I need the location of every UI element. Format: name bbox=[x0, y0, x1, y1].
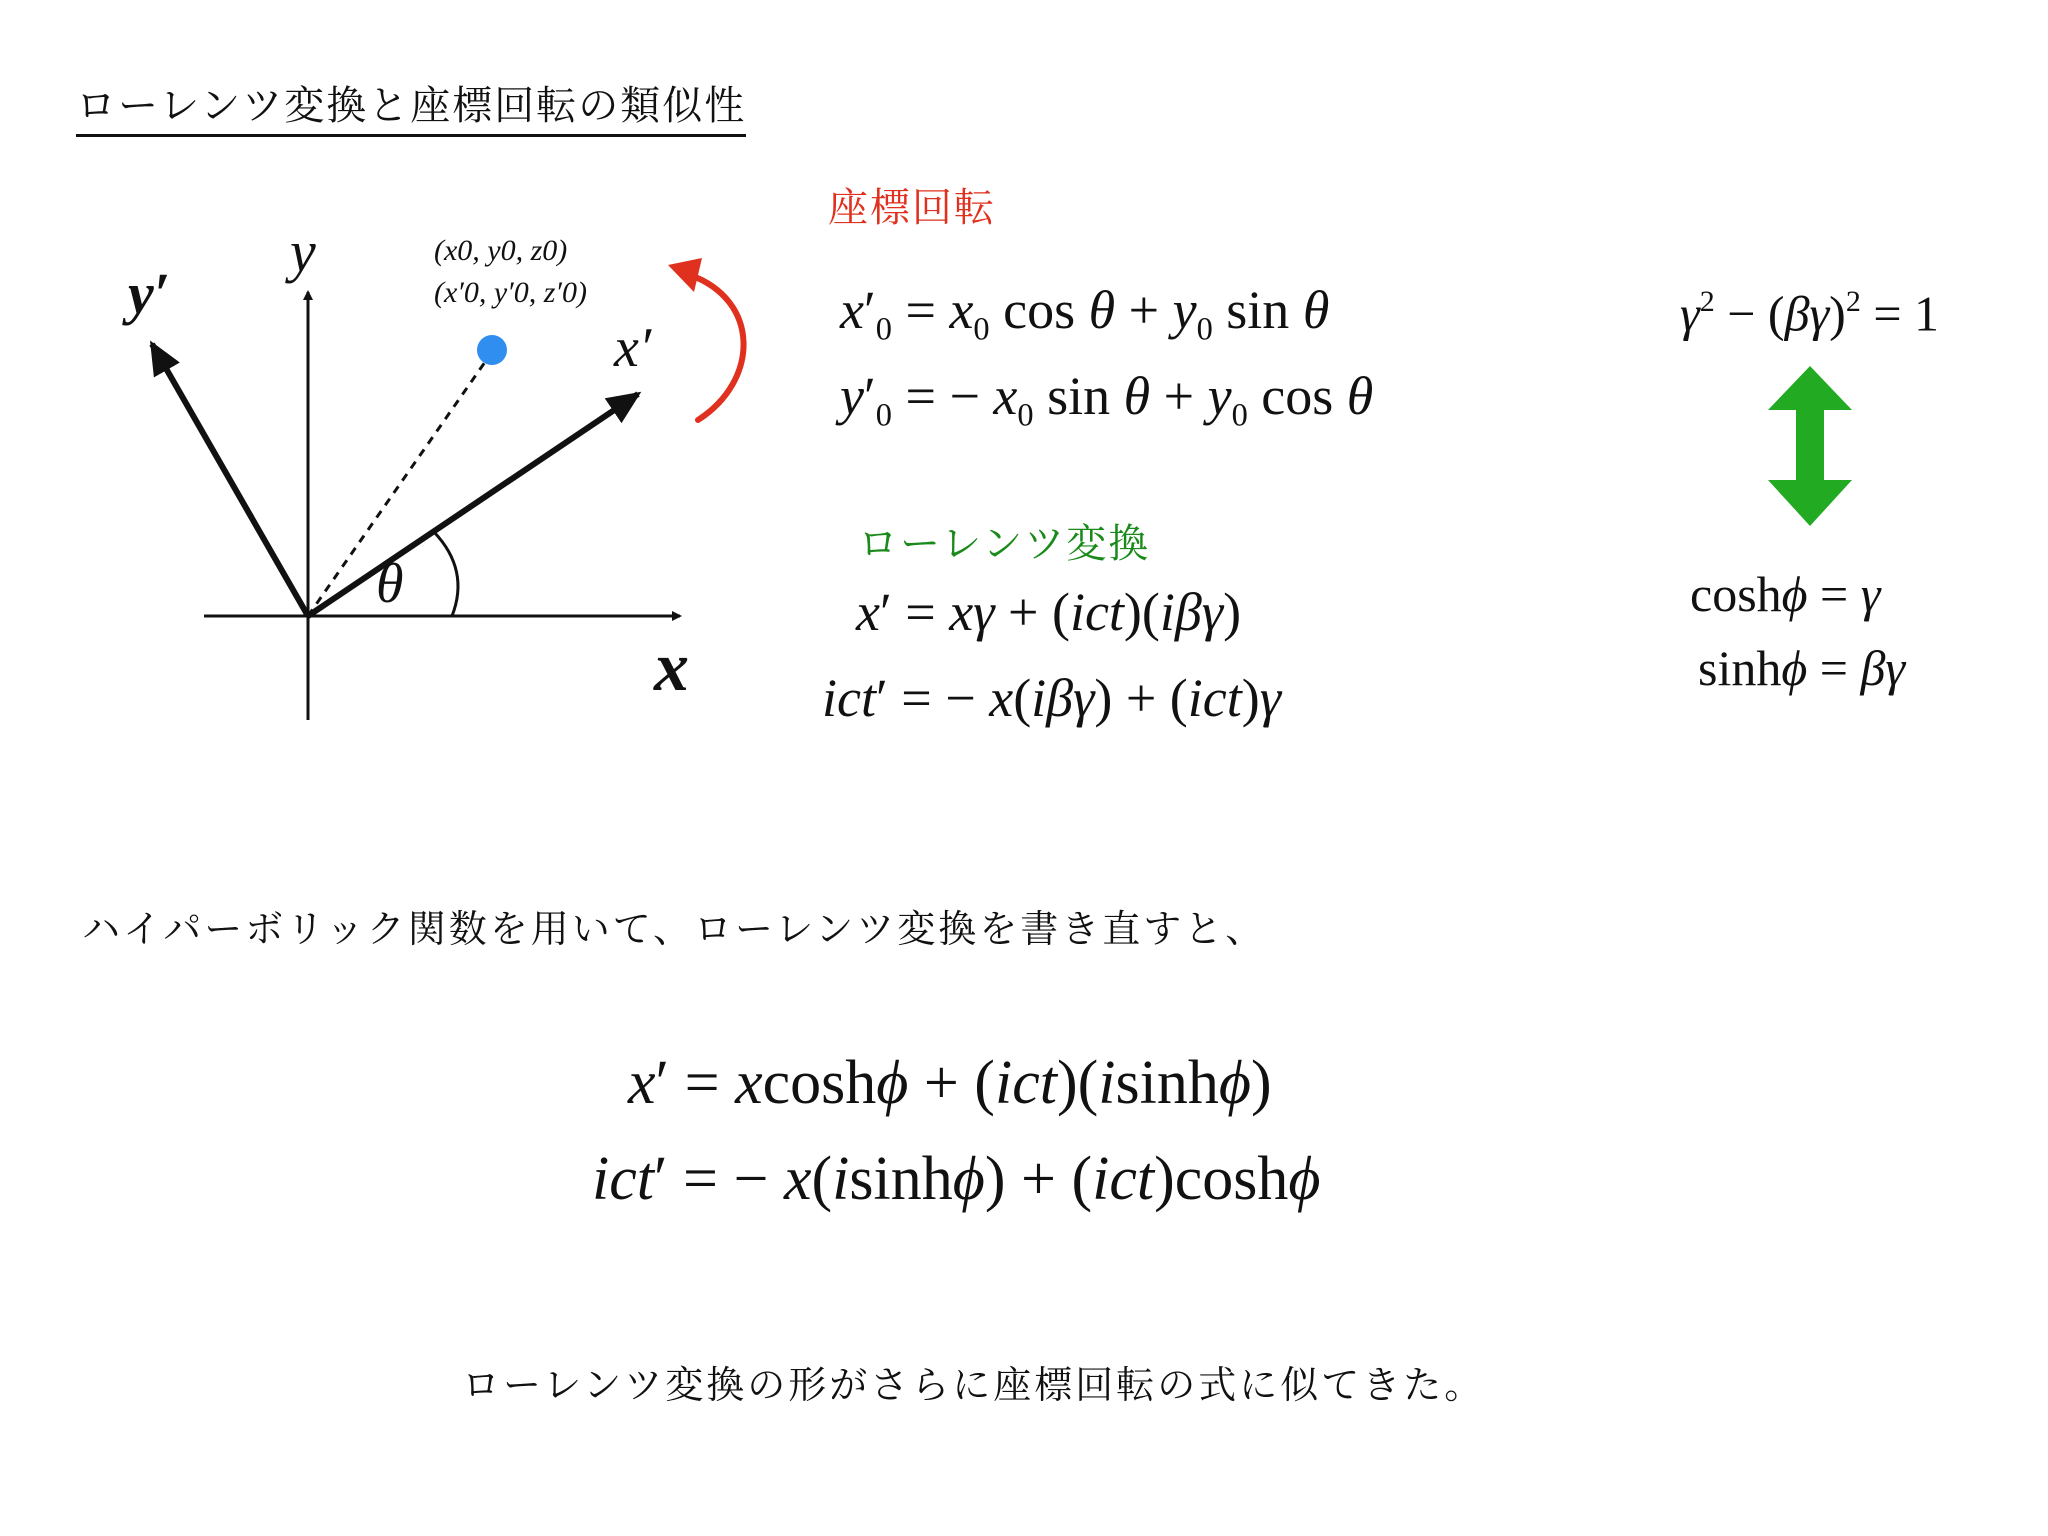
y-axis-label: y bbox=[290, 219, 316, 284]
y-prime-axis bbox=[152, 344, 308, 616]
sinh-identity: sinhϕ = βγ bbox=[1698, 640, 1906, 696]
x-axis-label: x bbox=[654, 629, 689, 706]
x-prime-axis-label: x′ bbox=[614, 317, 652, 379]
hyperbolic-eq-2: ict′ = − x(isinhϕ) + (ict)coshϕ bbox=[592, 1145, 1321, 1213]
green-double-arrow bbox=[1768, 366, 1852, 526]
y-prime-axis-label: y′ bbox=[128, 261, 171, 326]
point-label-1: (x0, y0, z0) bbox=[434, 234, 568, 267]
rotation-arrowhead bbox=[668, 258, 702, 292]
angle-label: θ bbox=[376, 553, 404, 615]
angle-arc bbox=[434, 532, 458, 616]
lorentz-eq-1: x′ = xγ + (ict)(iβγ) bbox=[856, 582, 1242, 642]
lorentz-eq-2: ict′ = − x(iβγ) + (ict)γ bbox=[822, 668, 1282, 728]
rotation-heading: 座標回転 bbox=[828, 185, 996, 231]
hyperbolic-eq-1: x′ = xcoshϕ + (ict)(isinhϕ) bbox=[628, 1049, 1272, 1117]
point-dot bbox=[477, 335, 507, 365]
conclusion-text: ローレンツ変換の形がさらに座標回転の式に似てきた。 bbox=[462, 1363, 1486, 1407]
rotation-eq-2: $y'_0$ = − $x_0$ $\sin \theta + y_0$ cos θ bbox=[840, 366, 1374, 434]
x-prime-axis bbox=[308, 394, 638, 616]
intro-text: ハイパーボリック関数を用いて、ローレンツ変換を書き直すと、 bbox=[82, 907, 1267, 951]
lorentz-heading: ローレンツ変換 bbox=[858, 521, 1151, 567]
rotation-arrow bbox=[690, 275, 744, 420]
cosh-identity: coshϕ = γ bbox=[1690, 566, 1881, 622]
identity-relation: $\gamma^2 - (\beta\gamma)^2 = 1$ bbox=[1680, 285, 1940, 342]
point-label-2: (x′0, y′0, z′0) bbox=[434, 276, 587, 309]
rotation-eq-1: $x'_0 = x_0$ $\cos \theta + y_0$ sin θ bbox=[840, 280, 1330, 348]
page-title: ローレンツ変換と座標回転の類似性 bbox=[76, 84, 746, 137]
